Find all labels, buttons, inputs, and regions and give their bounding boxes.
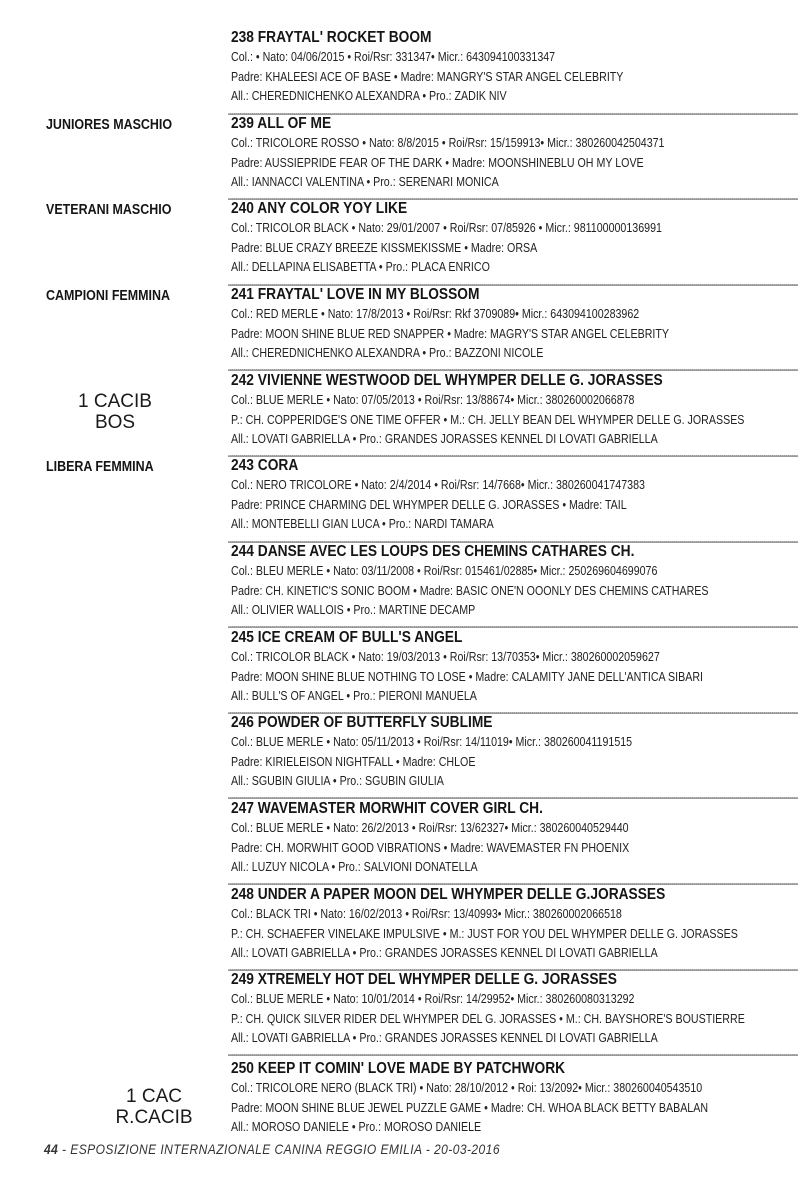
page-footer: [44, 1141, 500, 1157]
page-number: 44: [44, 1141, 59, 1157]
entry-breeder-owner: All.: LUZUY NICOLA • Pro.: SALVIONI DONATELLA: [231, 859, 478, 874]
entry-249: [231, 970, 796, 1048]
entry-details: Col.: BLUE MERLE • Nato: 10/01/2014 • Roi/Rsr: 14/29952• Micr.: 380260080313292: [231, 991, 635, 1006]
entry-parents: Padre: AUSSIEPRIDE FEAR OF THE DARK • Madre: MOONSHINEBLU OH MY LOVE: [231, 154, 644, 170]
category-veterani-maschio: VETERANI MASCHIO: [46, 202, 172, 218]
entry-241: [231, 285, 796, 363]
entry-breeder-owner: All.: LOVATI GABRIELLA • Pro.: GRANDES JORASSES KENNEL DI LOVATI GABRIELLA: [231, 431, 658, 446]
entry-parents: Padre: CH. MORWHIT GOOD VIBRATIONS • Madre: WAVEMASTER FN PHOENIX: [231, 839, 630, 855]
entry-title: 250 KEEP IT COMIN' LOVE MADE BY PATCHWORK: [231, 1060, 566, 1077]
entry-breeder-owner: All.: CHEREDNICHENKO ALEXANDRA • Pro.: ZADIK NIV: [231, 88, 507, 103]
entry-breeder-owner: All.: SGUBIN GIULIA • Pro.: SGUBIN GIULIA: [231, 773, 444, 788]
entry-248: [231, 885, 796, 963]
entry-247: [231, 799, 796, 877]
award-242-line2: BOS: [94, 412, 136, 433]
entry-243: [231, 456, 796, 534]
entry-250: [231, 1059, 796, 1137]
entry-parents: Padre: MOON SHINE BLUE NOTHING TO LOSE • Madre: CALAMITY JANE DELL'ANTICA SIBARI: [231, 668, 703, 684]
entry-details: Col.: BLUE MERLE • Nato: 05/11/2013 • Roi/Rsr: 14/11019• Micr.: 380260041191515: [231, 734, 633, 749]
entry-parents: Padre: BLUE CRAZY BREEZE KISSMEKISSME • Madre: ORSA: [231, 239, 538, 255]
entry-details: Col.: • Nato: 04/06/2015 • Roi/Rsr: 331347• Micr.: 643094100331347: [231, 49, 556, 64]
entry-title: 239 ALL OF ME: [231, 115, 332, 132]
entry-246: [231, 713, 796, 791]
entry-parents: Padre: MOON SHINE BLUE JEWEL PUZZLE GAME • Madre: CH. WHOA BLACK BETTY BABALAN: [231, 1099, 709, 1115]
entry-details: Col.: TRICOLORE NERO (BLACK TRI) • Nato: 28/10/2012 • Roi: 13/2092• Micr.: 380260040543510: [231, 1080, 703, 1095]
entry-title: 249 XTREMELY HOT DEL WHYMPER DELLE G. JORASSES: [231, 971, 617, 988]
award-250: [99, 1086, 209, 1128]
entry-242: [231, 371, 796, 449]
entry-parents: Padre: PRINCE CHARMING DEL WHYMPER DELLE G. JORASSES • Madre: TAIL: [231, 496, 627, 512]
entry-breeder-owner: All.: CHEREDNICHENKO ALEXANDRA • Pro.: BAZZONI NICOLE: [231, 345, 544, 360]
category-libera-femmina: LIBERA FEMMINA: [46, 459, 154, 475]
entry-details: Col.: RED MERLE • Nato: 17/8/2013 • Roi/Rsr: Rkf 3709089• Micr.: 643094100283962: [231, 306, 640, 321]
entry-breeder-owner: All.: MONTEBELLI GIAN LUCA • Pro.: NARDI TAMARA: [231, 516, 494, 531]
entry-title: 240 ANY COLOR YOY LIKE: [231, 200, 408, 217]
entry-details: Col.: BLUE MERLE • Nato: 26/2/2013 • Roi/Rsr: 13/62327• Micr.: 380260040529440: [231, 820, 629, 835]
footer-text: - ESPOSIZIONE INTERNAZIONALE CANINA REGGIO EMILIA - 20-03-2016: [58, 1141, 500, 1157]
entry-details: Col.: TRICOLOR BLACK • Nato: 19/03/2013 • Roi/Rsr: 13/70353• Micr.: 380260002059627: [231, 649, 660, 664]
entry-breeder-owner: All.: BULL'S OF ANGEL • Pro.: PIERONI MANUELA: [231, 688, 477, 703]
entry-parents: Padre: KIRIELEISON NIGHTFALL • Madre: CHLOE: [231, 753, 476, 769]
entry-breeder-owner: All.: MOROSO DANIELE • Pro.: MOROSO DANIELE: [231, 1119, 482, 1134]
entry-title: 243 CORA: [231, 457, 299, 474]
entry-title: 242 VIVIENNE WESTWOOD DEL WHYMPER DELLE G. JORASSES: [231, 372, 663, 389]
category-juniores-maschio: JUNIORES MASCHIO: [46, 117, 173, 133]
entry-title: 245 ICE CREAM OF BULL'S ANGEL: [231, 629, 463, 646]
award-242: [60, 391, 170, 433]
entry-details: Col.: TRICOLOR BLACK • Nato: 29/01/2007 • Roi/Rsr: 07/85926 • Micr.: 981100000136991: [231, 220, 662, 235]
entry-parents: Padre: CH. KINETIC'S SONIC BOOM • Madre: BASIC ONE'N OOONLY DES CHEMINS CATHARES: [231, 582, 709, 598]
entry-parents: Padre: KHALEESI ACE OF BASE • Madre: MANGRY'S STAR ANGEL CELEBRITY: [231, 68, 624, 84]
entry-title: 247 WAVEMASTER MORWHIT COVER GIRL CH.: [231, 800, 543, 817]
entry-240: [231, 199, 796, 277]
entry-details: Col.: BLEU MERLE • Nato: 03/11/2008 • Roi/Rsr: 015461/02885• Micr.: 250269604699076: [231, 563, 658, 578]
award-250-line2: R.CACIB: [115, 1107, 193, 1128]
entry-breeder-owner: All.: OLIVIER WALLOIS • Pro.: MARTINE DECAMP: [231, 602, 476, 617]
entry-parents: P.: CH. SCHAEFER VINELAKE IMPULSIVE • M.: JUST FOR YOU DEL WHYMPER DELLE G. JORASSES: [231, 925, 738, 941]
entry-245: [231, 628, 796, 706]
entry-details: Col.: TRICOLORE ROSSO • Nato: 8/8/2015 • Roi/Rsr: 15/159913• Micr.: 380260042504371: [231, 135, 665, 150]
entry-title: 246 POWDER OF BUTTERFLY SUBLIME: [231, 714, 493, 731]
entry-breeder-owner: All.: LOVATI GABRIELLA • Pro.: GRANDES JORASSES KENNEL DI LOVATI GABRIELLA: [231, 1030, 658, 1045]
entry-breeder-owner: All.: DELLAPINA ELISABETTA • Pro.: PLACA ENRICO: [231, 259, 490, 274]
entry-details: Col.: BLACK TRI • Nato: 16/02/2013 • Roi/Rsr: 13/40993• Micr.: 380260002066518: [231, 906, 622, 921]
separator: [228, 1054, 798, 1056]
entry-title: 248 UNDER A PAPER MOON DEL WHYMPER DELLE G.JORASSES: [231, 886, 666, 903]
entry-details: Col.: BLUE MERLE • Nato: 07/05/2013 • Roi/Rsr: 13/88674• Micr.: 380260002066878: [231, 392, 635, 407]
entry-details: Col.: NERO TRICOLORE • Nato: 2/4/2014 • Roi/Rsr: 14/7668• Micr.: 380260041747383: [231, 477, 645, 492]
entry-244: [231, 542, 796, 620]
category-campioni-femmina: CAMPIONI FEMMINA: [46, 288, 171, 304]
entry-title: 238 FRAYTAL' ROCKET BOOM: [231, 29, 432, 46]
entry-parents: Padre: MOON SHINE BLUE RED SNAPPER • Madre: MAGRY'S STAR ANGEL CELEBRITY: [231, 325, 670, 341]
entry-breeder-owner: All.: IANNACCI VALENTINA • Pro.: SERENARI MONICA: [231, 174, 499, 189]
entry-title: 241 FRAYTAL' LOVE IN MY BLOSSOM: [231, 286, 480, 303]
entry-239: [231, 114, 796, 192]
award-242-line1: 1 CACIB: [78, 391, 152, 412]
entry-238: [231, 28, 796, 106]
entry-parents: P.: CH. COPPERIDGE'S ONE TIME OFFER • M.: CH. JELLY BEAN DEL WHYMPER DELLE G. JORASSES: [231, 411, 745, 427]
entry-parents: P.: CH. QUICK SILVER RIDER DEL WHYMPER DEL G. JORASSES • M.: CH. BAYSHORE'S BOUSTIERRE: [231, 1010, 745, 1026]
award-250-line1: 1 CAC: [126, 1086, 182, 1107]
entry-title: 244 DANSE AVEC LES LOUPS DES CHEMINS CATHARES CH.: [231, 543, 635, 560]
entry-breeder-owner: All.: LOVATI GABRIELLA • Pro.: GRANDES JORASSES KENNEL DI LOVATI GABRIELLA: [231, 945, 658, 960]
